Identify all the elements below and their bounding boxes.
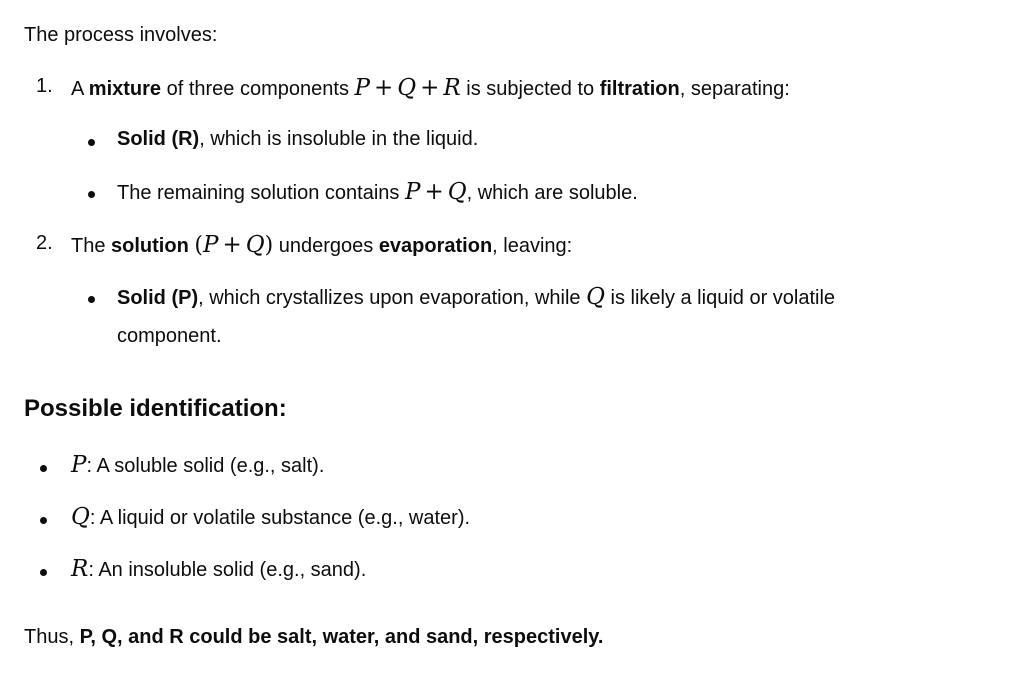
step-1-bullet-1: Solid (R), which is insoluble in the liquid. — [117, 128, 479, 150]
bullet-marker — [40, 517, 47, 524]
filtration-bold: filtration — [599, 78, 680, 100]
bullet-marker — [40, 569, 47, 576]
solution-bold: solution — [111, 235, 189, 257]
conclusion-text: Thus, P, Q, and R could be salt, water, and sand, respectively. — [24, 626, 604, 648]
step-2-bullet-1-line-2: component. — [117, 325, 222, 347]
step-1-number: 1. — [36, 75, 53, 97]
evaporation-bold: evaporation — [378, 235, 493, 257]
math-r: R — [443, 75, 461, 101]
identification-r: R: An insoluble solid (e.g., sand). — [71, 556, 367, 582]
conclusion-bold: P, Q, and R could be salt, water, and sand, respectively. — [79, 626, 604, 648]
step-1-bullet-2: The remaining solution contains P + Q, which are soluble. — [117, 179, 638, 205]
step-2-number: 2. — [36, 232, 53, 254]
step-2-bullet-1-line-1: Solid (P), which crystallizes upon evaporation, while Q is likely a liquid or volatile — [117, 284, 836, 310]
math-q: Q — [397, 75, 417, 101]
identification-q: Q: A liquid or volatile substance (e.g., water). — [71, 504, 471, 530]
step-1-text: A mixture of three components P + Q + R is subjected to filtration, separating: — [71, 75, 790, 101]
math-p: P — [354, 75, 370, 101]
intro-text: The process involves: — [24, 24, 218, 46]
step-2-text: The solution (P + Q) undergoes evaporation, leaving: — [71, 232, 573, 258]
identification-p: P: A soluble solid (e.g., salt). — [71, 452, 325, 478]
section-heading: Possible identification: — [24, 395, 287, 422]
bullet-marker — [88, 191, 95, 198]
mixture-bold: mixture — [88, 78, 162, 100]
bullet-marker — [40, 465, 47, 472]
bullet-marker — [88, 139, 95, 146]
bullet-marker — [88, 296, 95, 303]
